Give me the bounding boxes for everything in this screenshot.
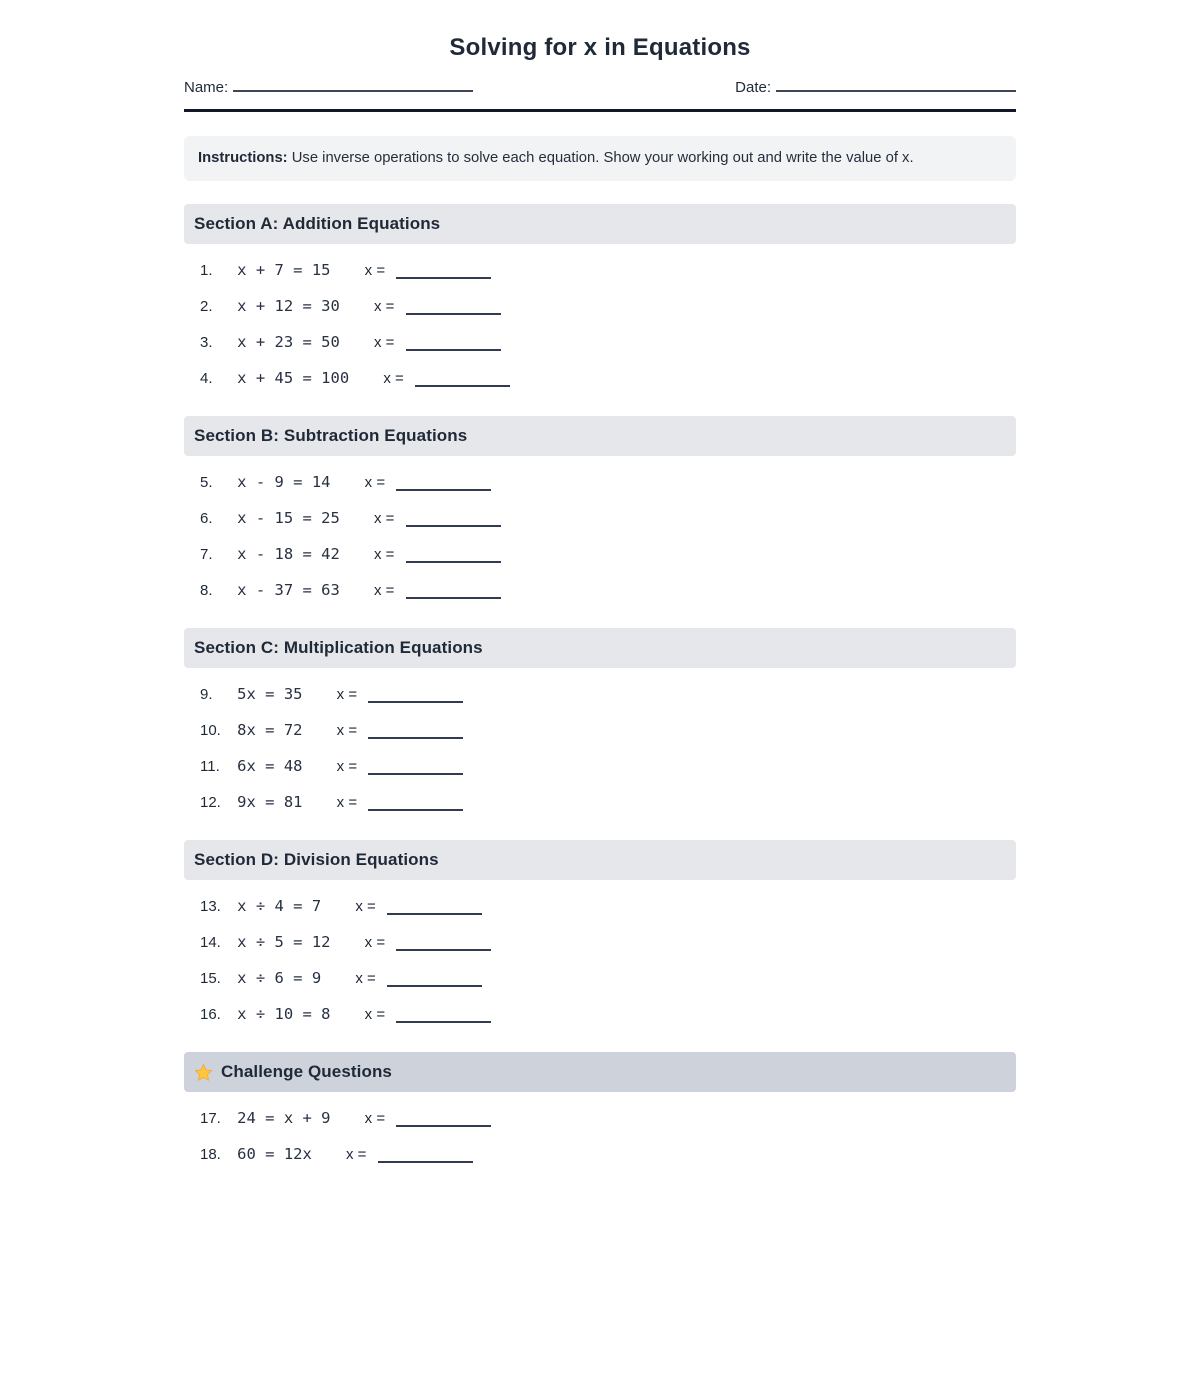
problem-number: 9. [200,686,213,703]
problem-row [200,996,1016,1032]
problem-list [184,1092,1016,1192]
answer-blank-line [406,303,501,315]
problem-equation: x - 18 = 42 [237,545,340,563]
problem-row [200,360,1016,396]
answer-blank-line [387,903,482,915]
problem-equation: 24 = x + 9 [237,1109,331,1127]
problem-list [184,244,1016,416]
problem-equation: x - 37 = 63 [237,581,340,599]
answer-blank-line [387,975,482,987]
answer-group [374,582,501,599]
problem-row [200,252,1016,288]
answer-blank-line [406,339,501,351]
answer-group [365,1110,492,1127]
answer-blank-line [368,763,463,775]
section-title: Section B: Subtraction Equations [194,426,468,445]
problem-row [200,924,1016,960]
answer-group [355,898,482,915]
problem-equation: x + 7 = 15 [237,261,331,279]
section-title: Challenge Questions [221,1062,392,1081]
answer-blank-line [415,375,510,387]
problem-equation: 9x = 81 [237,793,303,811]
problem-row [200,500,1016,536]
star-icon [194,1063,213,1082]
worksheet-section [184,840,1016,1052]
answer-label: x = [364,1006,386,1023]
problem-row [200,676,1016,712]
answer-group [337,758,464,775]
answer-group [374,546,501,563]
answer-label: x = [355,898,376,915]
header-divider [184,109,1016,112]
problem-number: 6. [200,510,213,527]
problem-equation: 6x = 48 [237,757,303,775]
answer-label: x = [374,582,395,599]
problem-number: 8. [200,582,213,599]
answer-label: x = [336,686,358,703]
problem-equation: 60 = 12x [237,1145,312,1163]
answer-label: x = [336,758,358,775]
answer-group [365,474,492,491]
answer-group [355,970,482,987]
answer-blank-line [368,727,463,739]
problem-equation: x - 15 = 25 [237,509,340,527]
problem-list [184,668,1016,840]
date-field [735,79,1016,96]
problem-number: 10. [200,722,221,739]
problem-row [200,748,1016,784]
answer-label: x = [374,546,395,563]
problem-equation: 5x = 35 [237,685,303,703]
problem-equation: x ÷ 5 = 12 [237,933,331,951]
problem-equation: x + 45 = 100 [237,369,350,387]
page-title: Solving for x in Equations [449,34,751,61]
problem-number: 5. [200,474,213,491]
section-header [184,840,1016,880]
answer-group [374,334,501,351]
answer-blank-line [396,1115,491,1127]
challenge-section [184,1052,1016,1192]
answer-label: x = [364,934,386,951]
answer-label: x = [374,510,395,527]
instructions-text: Use inverse operations to solve each equation. Show your working out and write the value of x. [291,150,914,166]
problem-list [184,880,1016,1052]
problem-number: 4. [200,370,213,387]
section-header [184,628,1016,668]
problem-row [200,712,1016,748]
section-header [184,416,1016,456]
problem-row [200,536,1016,572]
answer-label: x = [383,370,404,387]
answer-label: x = [336,722,358,739]
answer-group [337,794,464,811]
problem-row [200,288,1016,324]
worksheet-section [184,416,1016,628]
problem-number: 18. [200,1146,221,1163]
instructions-box [184,136,1016,181]
answer-blank-line [378,1151,473,1163]
worksheet-page [184,0,1016,1192]
worksheet-section [184,628,1016,840]
answer-group [346,1146,473,1163]
problem-row [200,784,1016,820]
problem-equation: x ÷ 4 = 7 [237,897,322,915]
problem-number: 12. [200,794,221,811]
answer-label: x = [374,298,395,315]
section-header [184,204,1016,244]
answer-blank-line [406,551,501,563]
problem-equation: x - 9 = 14 [237,473,331,491]
answer-label: x = [346,1146,367,1163]
problem-row [200,324,1016,360]
problem-equation: x ÷ 6 = 9 [237,969,322,987]
answer-label: x = [374,334,395,351]
answer-group [365,262,492,279]
answer-group [365,934,492,951]
answer-group [365,1006,492,1023]
problem-row [200,572,1016,608]
problem-equation: x + 12 = 30 [237,297,340,315]
problem-number: 16. [200,1006,221,1023]
problem-equation: x ÷ 10 = 8 [237,1005,331,1023]
section-title: Section D: Division Equations [194,850,439,869]
problem-number: 15. [200,970,221,987]
problem-row [200,888,1016,924]
problem-number: 13. [200,898,221,915]
problem-number: 2. [200,298,213,315]
answer-group [337,686,464,703]
problem-list [184,456,1016,628]
name-date-row [184,79,1016,96]
sections-container [184,204,1016,1192]
problem-row [200,464,1016,500]
problem-row [200,960,1016,996]
answer-blank-line [396,1011,491,1023]
problem-row [200,1100,1016,1136]
date-label: Date: [735,79,771,96]
section-title: Section C: Multiplication Equations [194,638,483,657]
date-blank-line [776,80,1016,92]
answer-group [383,370,510,387]
name-field [184,79,473,96]
answer-blank-line [368,799,463,811]
problem-number: 1. [200,262,213,279]
problem-number: 7. [200,546,213,563]
answer-blank-line [396,267,491,279]
section-header [184,1052,1016,1092]
instructions-label: Instructions: [198,150,288,166]
answer-label: x = [364,1110,386,1127]
answer-label: x = [336,794,358,811]
answer-group [374,510,501,527]
answer-blank-line [396,939,491,951]
problem-number: 14. [200,934,221,951]
answer-blank-line [396,479,491,491]
worksheet-section [184,204,1016,416]
problem-number: 11. [200,758,220,775]
problem-equation: 8x = 72 [237,721,303,739]
answer-blank-line [368,691,463,703]
problem-row [200,1136,1016,1172]
name-label: Name: [184,79,229,96]
answer-label: x = [355,970,376,987]
problem-number: 17. [200,1110,221,1127]
name-blank-line [233,80,473,92]
answer-label: x = [364,474,386,491]
problem-number: 3. [200,334,213,351]
answer-blank-line [406,515,501,527]
answer-blank-line [406,587,501,599]
answer-label: x = [364,262,386,279]
section-title: Section A: Addition Equations [194,214,441,233]
answer-group [374,298,501,315]
problem-equation: x + 23 = 50 [237,333,340,351]
answer-group [337,722,464,739]
